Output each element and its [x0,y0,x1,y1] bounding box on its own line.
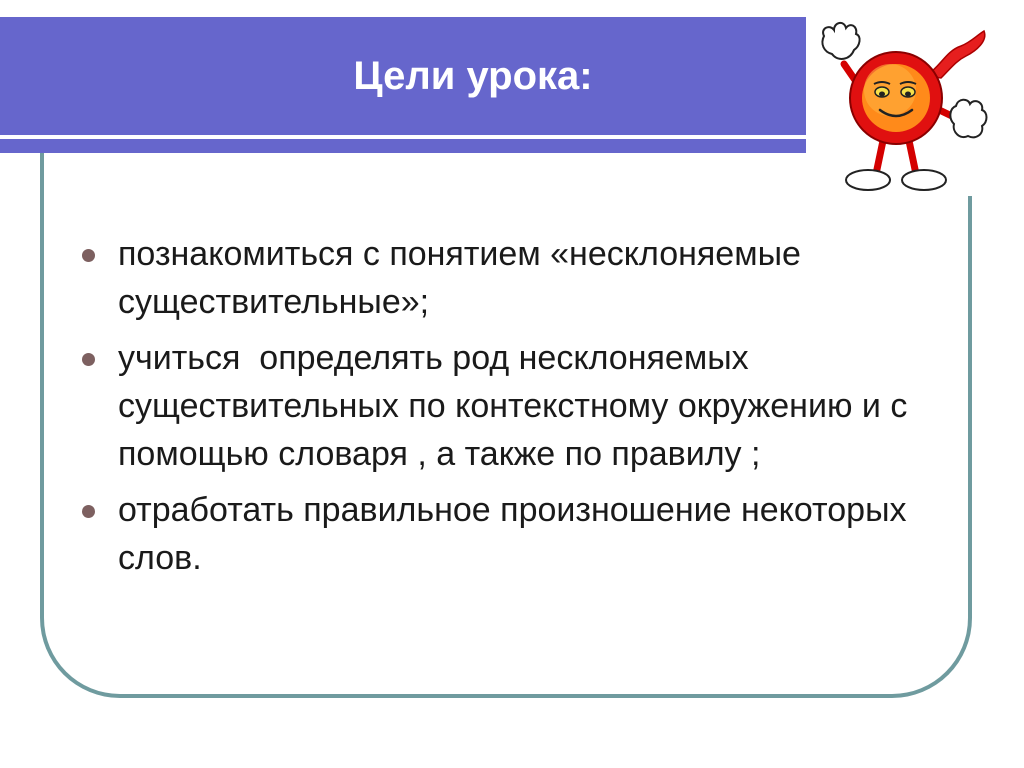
smiley-mascot-icon [806,6,996,196]
bullet-icon [82,353,95,366]
bullet-icon [82,505,95,518]
title-underline [0,139,806,153]
list-item-text: отработать правильное произношение некоторых слов. [118,491,907,577]
slide-title: Цели урока: [353,53,593,98]
list-item [80,486,940,582]
list-item [80,334,940,478]
bullet-icon [82,249,95,262]
goals-list [80,230,940,590]
list-item [80,230,940,326]
list-item-text: познакомиться с понятием «несклоняемые существительные»; [118,235,801,321]
list-item-text: учиться определять род несклоняемых существительных по контекстному окружению и с помощью словаря , а также по правилу ; [118,339,917,473]
